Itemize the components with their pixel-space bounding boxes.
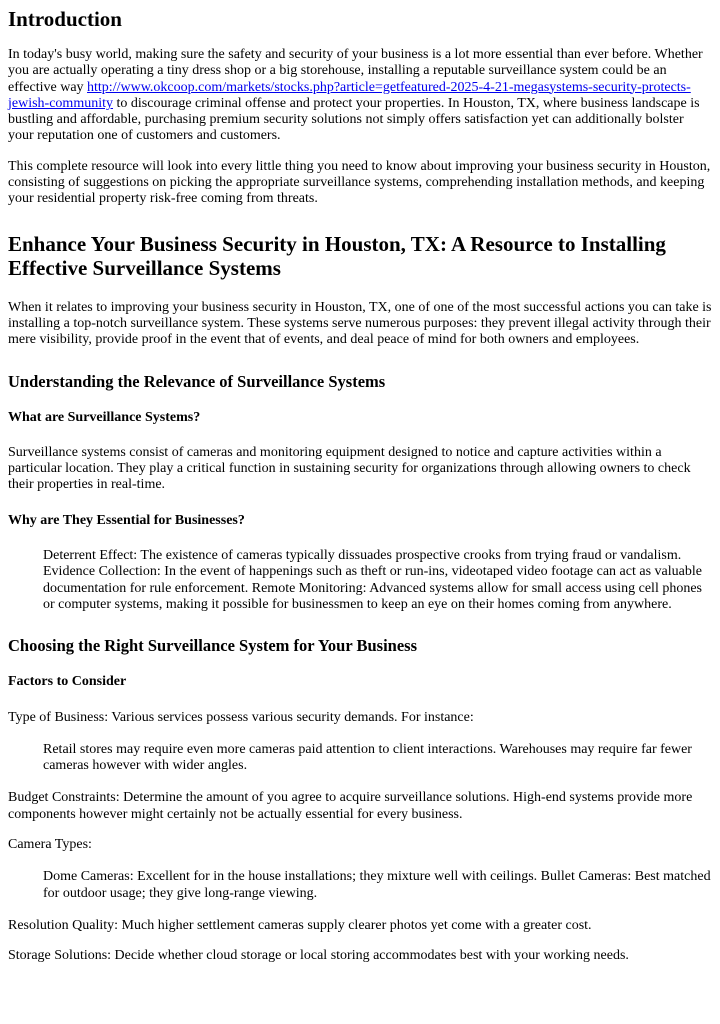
camera-types-quote: Dome Cameras: Excellent for in the house installations; they mixture well with ceilings. Bullet Cameras: Best matched for outdoor usage; they give long-range viewing. — [43, 869, 711, 901]
type-quote: Retail stores may require even more cameras paid attention to client interactions. Warehouses may require far fewer cameras however with wider angles. — [43, 741, 692, 774]
main-paragraph: When it relates to improving your business security in Houston, TX, one of one of the most successful actions you can take is installing a top-notch surveillance system. These systems serve numerous purposes: they prevent illegal activity through their mere visibility, provide proof in the event that of events, and deal peace of mind for both owners and employees. — [8, 299, 712, 348]
article — [0, 7, 720, 965]
factors-heading: Factors to Consider — [8, 674, 127, 690]
intro-paragraph-1-end: to discourage criminal offense and protect your properties. In Houston, TX, where business landscape is bustling and affordable, purchasing premium security solutions not simply offers satisfaction yet can additionally bolster your reputation one of customers and customers. — [8, 95, 700, 144]
resolution-paragraph: Resolution Quality: Much higher settlement cameras supply clearer photos yet come with a greater cost. — [8, 917, 592, 933]
intro-paragraph-2: This complete resource will look into every little thing you need to know about improving your business security in Houston, consisting of suggestions on picking the appropriate surveillance systems, comprehending installation methods, and keeping your residential property risk-free coming from threats. — [8, 158, 711, 207]
type-paragraph: Type of Business: Various services possess various security demands. For instance: — [8, 709, 474, 725]
relevance-heading: Understanding the Relevance of Surveillance Systems — [8, 371, 386, 391]
intro-paragraph-1 — [8, 47, 712, 145]
camera-types-paragraph: Camera Types: — [8, 837, 92, 853]
intro-paragraph-1-start: In today's busy world, making sure the safety and security of your business is a lot more essential than ever before. Whether you are actually operating a tiny dress shop or a big storehouse, installing a reputable surveillance system could be an effective way — [8, 47, 703, 95]
intro-heading: Introduction — [8, 7, 122, 31]
budget-paragraph: Budget Constraints: Determine the amount of you agree to acquire surveillance solutions. High-end systems provide more components however might certainly not be actually essential for every business. — [8, 790, 693, 822]
main-heading: Enhance Your Business Security in Houston, TX: A Resource to Installing Effective Surveillance Systems — [8, 231, 666, 281]
okcoop-article-link[interactable]: http://www.okcoop.com/markets/stocks.php?article=getfeatured-2025-4-21-megasystems-security-protects-jewish-community — [8, 79, 691, 111]
choosing-heading: Choosing the Right Surveillance System for Your Business — [8, 636, 418, 656]
storage-paragraph: Storage Solutions: Decide whether cloud storage or local storing accommodates best with your working needs. — [8, 948, 629, 964]
what-paragraph: Surveillance systems consist of cameras and monitoring equipment designed to notice and capture activities within a particular location. They play a critical function in sustaining security for organizations through allowing owners to check their properties in real-time. — [8, 444, 691, 493]
why-quote: Deterrent Effect: The existence of cameras typically dissuades prospective crooks from trying fraud or vandalism. Evidence Collection: In the event of happenings such as theft or run-ins, videotaped video footage can act as valuable documentation for rule enforcement. Remote Monitoring: Advanced systems allow for small access using cell phones or computer systems, making it possible for businessmen to keep an eye on their homes coming from anywhere. — [43, 548, 702, 612]
what-heading: What are Surveillance Systems? — [8, 409, 201, 425]
why-heading: Why are They Essential for Businesses? — [8, 512, 245, 528]
